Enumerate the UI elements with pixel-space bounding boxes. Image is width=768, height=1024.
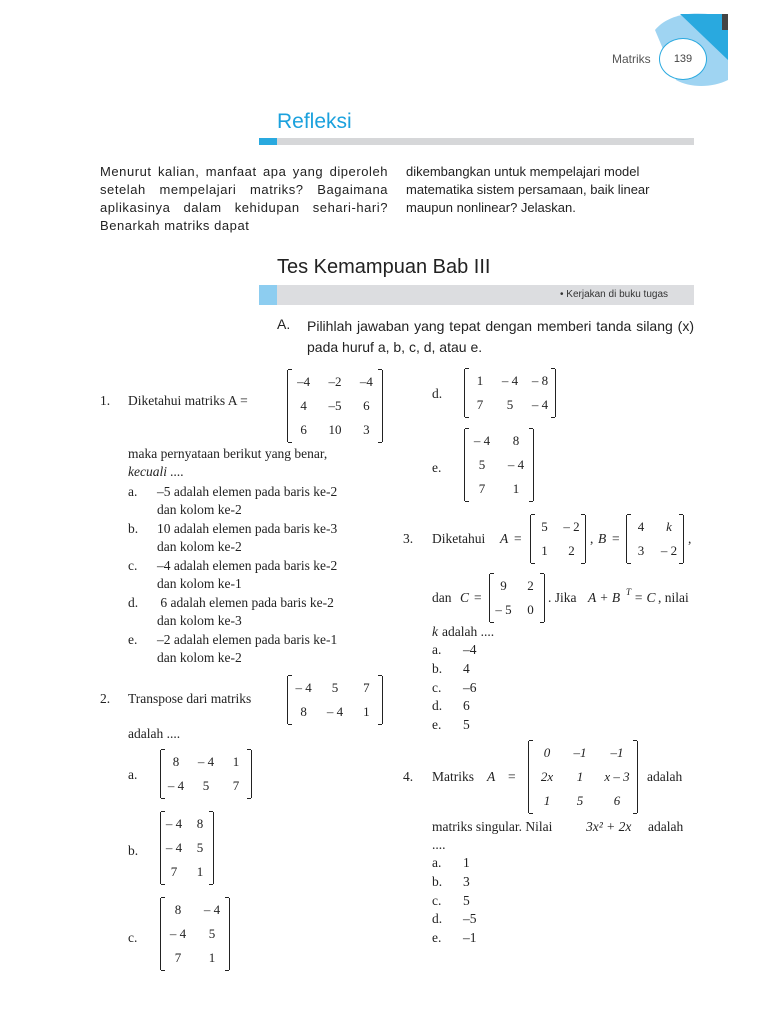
q1-matrix bbox=[287, 370, 383, 442]
matrix-cell: – 4 bbox=[326, 704, 344, 719]
matrix-cell: 5 bbox=[331, 680, 339, 695]
q3-var-c: C bbox=[460, 590, 470, 605]
q3-equals: = bbox=[612, 531, 620, 546]
q2-option-d-matrix bbox=[464, 369, 556, 417]
q2-option-a-matrix bbox=[160, 750, 252, 798]
matrix-cell: 8 bbox=[512, 433, 520, 448]
matrix-cell: 6 bbox=[363, 398, 370, 413]
test-instruction-note: • Kerjakan di buku tugas bbox=[560, 289, 669, 300]
q4-option-label: a. bbox=[432, 855, 442, 870]
matrix-cell: – 5 bbox=[495, 602, 512, 617]
q4-stem-tail: adalah bbox=[647, 769, 683, 784]
q1-option-text: 10 adalah elemen pada baris ke-3 bbox=[157, 521, 338, 536]
corner-decoration bbox=[0, 0, 768, 100]
q3-option-text: 5 bbox=[463, 717, 470, 732]
q4-matrix bbox=[528, 741, 638, 813]
q1-option-label: a. bbox=[128, 484, 138, 499]
refleksi-rule bbox=[259, 138, 694, 145]
matrix-cell: 5 bbox=[541, 519, 548, 534]
q3-matrix-c bbox=[489, 574, 545, 622]
q3-option-label: c. bbox=[432, 680, 442, 695]
q3-transpose-superscript: T bbox=[626, 587, 632, 597]
matrix-cell: –1 bbox=[610, 745, 624, 760]
q1-option-label: c. bbox=[128, 558, 138, 573]
refleksi-paragraph-left: Menurut kalian, manfaat apa yang diperoleh setelah mempelajari matriks? Bagaimana aplikasinya dalam kehidupan sehari-hari? Benarkah matriks dapat bbox=[100, 164, 388, 233]
matrix-cell: 2 bbox=[568, 543, 575, 558]
matrix-cell: 8 bbox=[174, 902, 182, 917]
matrix-cell: – 4 bbox=[169, 926, 187, 941]
q1-option-label: e. bbox=[128, 632, 138, 647]
refleksi-rule-accent bbox=[259, 138, 277, 145]
matrix-cell: – 2 bbox=[563, 519, 580, 534]
running-header-chapter: Matriks bbox=[612, 52, 651, 66]
matrix-cell: 4 bbox=[637, 519, 645, 534]
q2-option-label: b. bbox=[128, 843, 139, 858]
matrix-cell: –5 bbox=[328, 398, 342, 413]
matrix-cell: 6 bbox=[300, 422, 307, 437]
q4-option-label: e. bbox=[432, 930, 442, 945]
q4-line2-end: adalah bbox=[648, 819, 684, 834]
q1-option-text: –4 adalah elemen pada baris ke-2 bbox=[157, 558, 338, 573]
q3-option-label: a. bbox=[432, 642, 442, 657]
q1-line2: maka pernyataan berikut yang benar, bbox=[128, 446, 328, 461]
q3-option-text: 6 bbox=[463, 698, 470, 713]
q4-equals: = bbox=[508, 769, 516, 784]
q2-option-label: e. bbox=[432, 460, 442, 475]
matrix-cell: 1 bbox=[232, 754, 240, 769]
q2-matrix bbox=[287, 676, 383, 724]
matrix-cell: 7 bbox=[476, 397, 484, 412]
q4-option-label: b. bbox=[432, 874, 443, 889]
matrix-cell: 5 bbox=[196, 840, 204, 855]
matrix-cell: 7 bbox=[170, 864, 178, 879]
q3-option-label: e. bbox=[432, 717, 442, 732]
q1-line3: kecuali .... bbox=[128, 464, 184, 479]
q3-line2-end: , nilai bbox=[658, 590, 689, 605]
matrix-cell: 5 bbox=[208, 926, 216, 941]
q2-option-c-matrix bbox=[160, 898, 230, 970]
q4-option-text: –5 bbox=[463, 911, 477, 926]
matrix-cell: 10 bbox=[328, 422, 342, 437]
matrix-cell: 8 bbox=[172, 754, 180, 769]
q4-option-text: –1 bbox=[463, 930, 477, 945]
q4-line2: matriks singular. Nilai bbox=[432, 819, 553, 834]
q3-line2-start: dan bbox=[432, 590, 452, 605]
test-heading-bar-accent bbox=[259, 285, 277, 305]
q3-equals: = bbox=[514, 531, 522, 546]
matrix-cell: –4 bbox=[359, 374, 373, 389]
matrix-cell: 1 bbox=[541, 543, 548, 558]
q1-number: 1. bbox=[100, 393, 111, 408]
q3-number: 3. bbox=[403, 531, 414, 546]
matrix-cell: 1 bbox=[512, 481, 520, 496]
test-heading: Tes Kemampuan Bab III bbox=[277, 256, 491, 278]
matrix-cell: 3 bbox=[363, 422, 370, 437]
matrix-cell: 5 bbox=[506, 397, 514, 412]
q4-option-label: c. bbox=[432, 893, 442, 908]
matrix-cell: – 4 bbox=[165, 816, 183, 831]
q1-option-text: dan kolom ke-2 bbox=[157, 539, 242, 554]
matrix-cell: – 4 bbox=[531, 397, 549, 412]
q1-stem: Diketahui matriks A = bbox=[128, 393, 248, 408]
q4-option-text: 3 bbox=[463, 874, 470, 889]
matrix-cell: 8 bbox=[300, 704, 307, 719]
matrix-cell: – 2 bbox=[660, 543, 678, 558]
matrix-cell: 7 bbox=[232, 778, 240, 793]
q3-option-label: b. bbox=[432, 661, 443, 676]
q3-line2-middle: . Jika bbox=[548, 590, 577, 605]
matrix-cell: 0 bbox=[543, 745, 551, 760]
q3-expression: A + B bbox=[588, 590, 621, 605]
q3-line3: adalah .... bbox=[442, 624, 495, 639]
matrix-cell: 1 bbox=[363, 704, 370, 719]
q4-option-text: 5 bbox=[463, 893, 470, 908]
q1-option-text: dan kolom ke-2 bbox=[157, 650, 242, 665]
matrix-cell: 1 bbox=[208, 950, 216, 965]
matrix-cell: –2 bbox=[328, 374, 342, 389]
matrix-cell: 1 bbox=[543, 793, 551, 808]
q3-option-text: –6 bbox=[463, 680, 477, 695]
matrix-cell: 1 bbox=[196, 864, 204, 879]
q2-stem: Transpose dari matriks bbox=[128, 691, 252, 706]
section-letter: A. bbox=[277, 316, 291, 332]
q3-stem: Diketahui bbox=[432, 531, 486, 546]
matrix-cell: – 4 bbox=[501, 373, 519, 388]
q4-option-label: d. bbox=[432, 911, 443, 926]
q1-option-text: dan kolom ke-3 bbox=[157, 613, 242, 628]
q3-comma: , bbox=[590, 531, 594, 546]
refleksi-paragraph-right: dikembangkan untuk mempelajari model matematika sistem persamaan, baik linear maupun nonlinear? Jelaskan. bbox=[406, 164, 650, 215]
q2-option-b-matrix bbox=[160, 812, 214, 884]
q4-stem: Matriks bbox=[432, 769, 474, 784]
q3-equals: = bbox=[474, 590, 482, 605]
matrix-cell: 9 bbox=[500, 578, 507, 593]
section-instruction: Pilihlah jawaban yang tepat dengan memberi tanda silang (x) pada huruf a, b, c, d, atau e. bbox=[307, 318, 694, 355]
matrix-cell: 8 bbox=[196, 816, 204, 831]
q1-option-text: dan kolom ke-2 bbox=[157, 502, 242, 517]
matrix-cell: – 4 bbox=[167, 778, 185, 793]
matrix-cell: 4 bbox=[300, 398, 307, 413]
matrix-cell: 0 bbox=[527, 602, 534, 617]
matrix-cell: 2x bbox=[540, 769, 554, 784]
page-number: 139 bbox=[659, 38, 707, 80]
q2-number: 2. bbox=[100, 691, 111, 706]
q2-option-e-matrix bbox=[464, 429, 534, 501]
matrix-cell: 5 bbox=[576, 793, 584, 808]
matrix-cell: k bbox=[666, 519, 672, 534]
matrix-cell: – 4 bbox=[473, 433, 491, 448]
matrix-cell: – 4 bbox=[165, 840, 183, 855]
q4-number: 4. bbox=[403, 769, 414, 784]
q3-option-text: 4 bbox=[463, 661, 470, 676]
q2-option-label: a. bbox=[128, 767, 138, 782]
matrix-cell: 1 bbox=[476, 373, 484, 388]
q3-var-b: B bbox=[598, 531, 607, 546]
matrix-cell: 2 bbox=[527, 578, 534, 593]
matrix-cell: 5 bbox=[478, 457, 486, 472]
matrix-cell: x – 3 bbox=[604, 769, 630, 784]
matrix-cell: 7 bbox=[363, 680, 370, 695]
matrix-cell: 7 bbox=[478, 481, 486, 496]
matrix-cell: – 4 bbox=[507, 457, 525, 472]
q1-option-text: 6 adalah elemen pada baris ke-2 bbox=[157, 595, 334, 610]
q1-option-text: dan kolom ke-1 bbox=[157, 576, 242, 591]
q2-option-label: d. bbox=[432, 386, 443, 401]
q4-expression: 3x² + 2x bbox=[586, 819, 632, 834]
matrix-cell: – 8 bbox=[531, 373, 549, 388]
q4-option-text: 1 bbox=[463, 855, 470, 870]
q3-comma: , bbox=[688, 531, 692, 546]
matrix-cell: 7 bbox=[174, 950, 182, 965]
q3-option-text: –4 bbox=[463, 642, 477, 657]
q3-var-a: A bbox=[500, 531, 509, 546]
q1-option-text: –5 adalah elemen pada baris ke-2 bbox=[157, 484, 338, 499]
q2-option-label: c. bbox=[128, 930, 138, 945]
matrix-cell: – 4 bbox=[295, 680, 312, 695]
q3-option-label: d. bbox=[432, 698, 443, 713]
matrix-cell: – 4 bbox=[203, 902, 221, 917]
q3-expression-rhs: = C bbox=[634, 590, 656, 605]
matrix-cell: 5 bbox=[202, 778, 210, 793]
q3-var-k: k bbox=[432, 624, 438, 639]
refleksi-heading: Refleksi bbox=[277, 110, 352, 133]
matrix-cell: 3 bbox=[637, 543, 645, 558]
q3-matrix-b bbox=[626, 515, 684, 563]
q4-dots: .... bbox=[432, 837, 446, 852]
q4-var-a: A bbox=[487, 769, 496, 784]
q1-option-label: b. bbox=[128, 521, 139, 536]
matrix-cell: –4 bbox=[297, 374, 311, 389]
matrix-cell: –1 bbox=[573, 745, 587, 760]
q1-option-text: –2 adalah elemen pada baris ke-1 bbox=[157, 632, 338, 647]
matrix-cell: – 4 bbox=[197, 754, 215, 769]
q2-stem-continued: adalah .... bbox=[128, 726, 181, 741]
matrix-cell: 1 bbox=[576, 769, 584, 784]
matrix-cell: 6 bbox=[613, 793, 621, 808]
q1-option-label: d. bbox=[128, 595, 139, 610]
q3-matrix-a bbox=[530, 515, 586, 563]
